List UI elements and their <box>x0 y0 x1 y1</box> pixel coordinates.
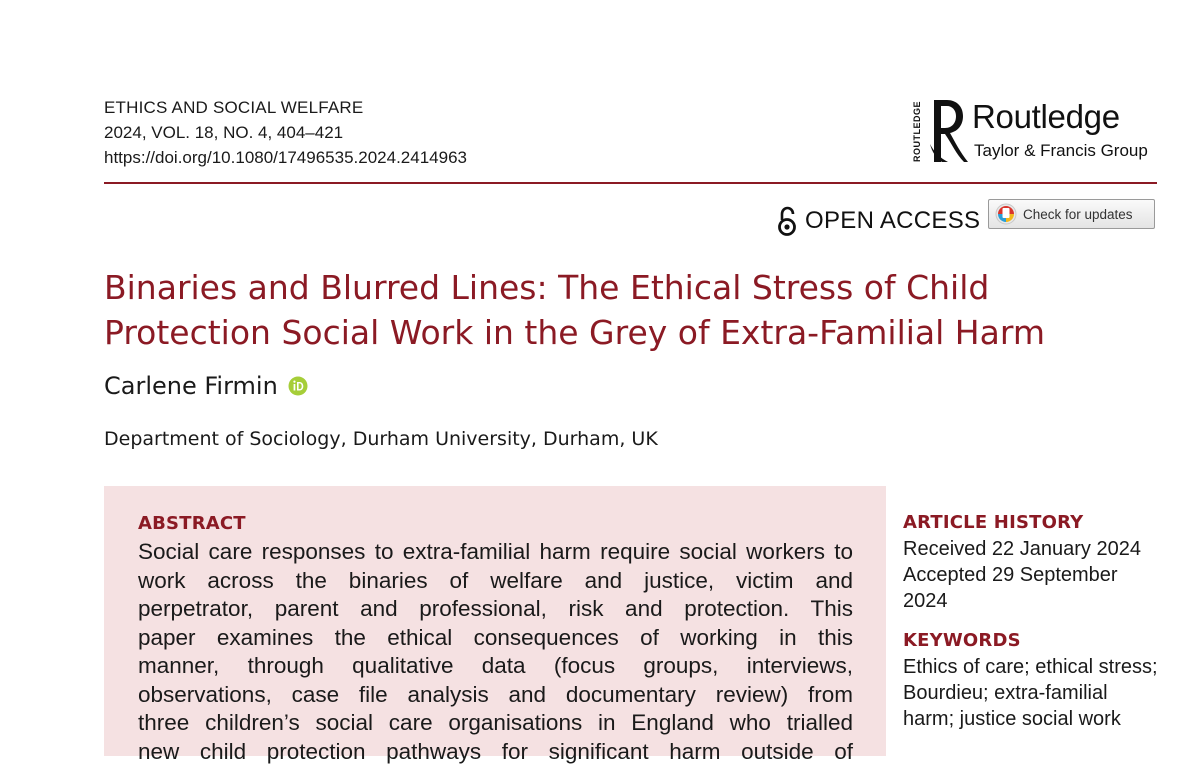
author-affiliation: Department of Sociology, Durham University, Durham, UK <box>104 428 658 450</box>
abstract-heading: ABSTRACT <box>138 513 246 534</box>
publisher-vertical-label: ROUTLEDGE <box>912 98 926 164</box>
article-title-line-2: Protection Social Work in the Grey of Extra-Familial Harm <box>104 310 1164 355</box>
accepted-date-line-1: Accepted 29 September <box>903 562 1173 588</box>
article-history <box>903 510 1173 614</box>
abstract-text <box>138 538 853 766</box>
publisher-name: Routledge <box>972 98 1120 136</box>
open-access-badge <box>777 205 980 237</box>
check-for-updates-button[interactable] <box>988 199 1155 229</box>
accepted-date-line-2: 2024 <box>903 588 1173 614</box>
publisher-logo[interactable] <box>912 96 1162 166</box>
open-access-label: OPEN ACCESS <box>805 207 980 235</box>
author-row <box>104 372 308 400</box>
journal-citation: 2024, VOL. 18, NO. 4, 404–421 <box>104 120 467 145</box>
article-sidebar <box>903 510 1173 732</box>
header-divider <box>104 182 1157 184</box>
abstract-line: paper examines the ethical consequences of working in this <box>138 624 853 653</box>
received-date: Received 22 January 2024 <box>903 536 1173 562</box>
check-for-updates-label: Check for updates <box>1023 207 1133 222</box>
journal-header <box>104 95 467 170</box>
abstract-line: Social care responses to extra-familial harm require social workers to <box>138 538 853 567</box>
keywords-line-1: Ethics of care; ethical stress; <box>903 654 1173 680</box>
open-lock-icon <box>777 206 797 236</box>
abstract-line: perpetrator, parent and professional, risk and protection. This <box>138 595 853 624</box>
article-title-line-1: Binaries and Blurred Lines: The Ethical Stress of Child <box>104 265 1164 310</box>
abstract-panel <box>104 486 886 756</box>
keywords <box>903 628 1173 732</box>
journal-name: ETHICS AND SOCIAL WELFARE <box>104 95 467 120</box>
crossmark-icon <box>995 203 1017 225</box>
abstract-line: new child protection pathways for significant harm outside of <box>138 738 853 766</box>
publisher-subtitle: Taylor & Francis Group <box>974 141 1148 161</box>
author-name[interactable]: Carlene Firmin <box>104 372 278 400</box>
abstract-line: observations, case file analysis and documentary review) from <box>138 681 853 710</box>
doi-link[interactable]: https://doi.org/10.1080/17496535.2024.2414963 <box>104 145 467 170</box>
article-history-heading: ARTICLE HISTORY <box>903 510 1173 536</box>
article-title <box>104 265 1164 355</box>
orcid-icon[interactable] <box>288 376 308 396</box>
keywords-line-3: harm; justice social work <box>903 706 1173 732</box>
abstract-line: three children’s social care organisations in England who trialled <box>138 709 853 738</box>
keywords-line-2: Bourdieu; extra-familial <box>903 680 1173 706</box>
abstract-line: manner, through qualitative data (focus groups, interviews, <box>138 652 853 681</box>
keywords-heading: KEYWORDS <box>903 628 1173 654</box>
routledge-r-logo-icon <box>928 96 968 164</box>
abstract-line: work across the binaries of welfare and justice, victim and <box>138 567 853 596</box>
